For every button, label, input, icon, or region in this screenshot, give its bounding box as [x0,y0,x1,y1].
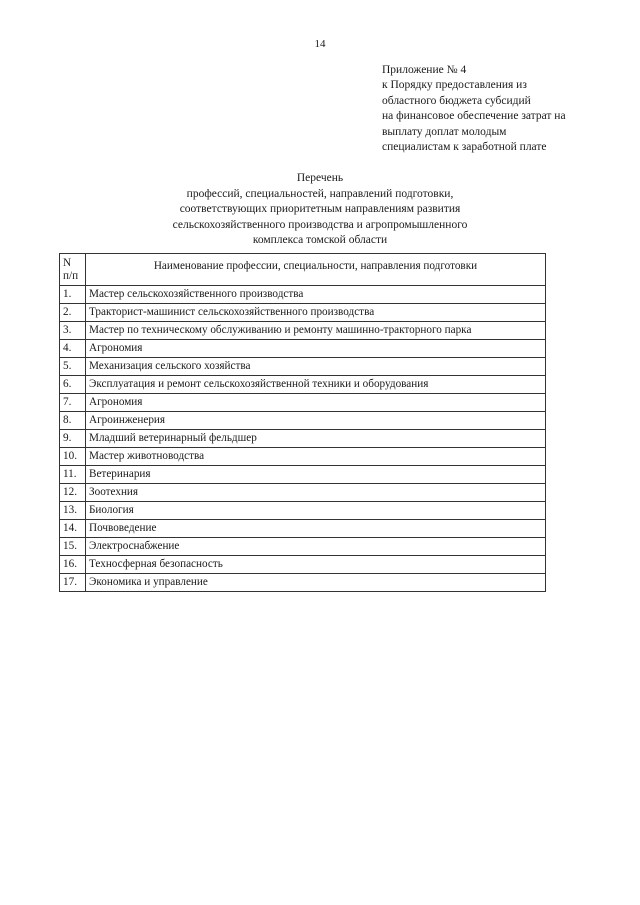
table-row [60,286,546,304]
page-number: 14 [314,38,326,50]
header-name-cell: Наименование профессии, специальности, направления подготовки [86,254,546,286]
row-number: 12. [60,484,86,502]
table-row [60,520,546,538]
row-name: Мастер сельскохозяйственного производства [86,286,546,304]
table-row [60,502,546,520]
title-line: соответствующих приоритетным направлениям развития [179,203,461,215]
appendix-line: выплату доплат молодым [382,125,507,138]
title-line: сельскохозяйственного производства и агропромышленного [172,218,468,231]
row-name: Техносферная безопасность [86,556,546,574]
table-row [60,466,546,484]
row-name: Мастер по техническому обслуживанию и ремонту машинно-тракторного парка [86,322,546,340]
row-number: 16. [60,556,86,574]
row-number: 6. [60,376,86,394]
row-name: Агроинженерия [86,412,546,430]
row-name: Зоотехния [86,484,546,502]
table-row [60,340,546,358]
row-name: Почвоведение [86,520,546,538]
title-line: профессий, специальностей, направлений подготовки, [186,187,454,200]
document-title [0,171,640,249]
table-row [60,376,546,394]
row-name: Младший ветеринарный фельдшер [86,430,546,448]
appendix-line: областного бюджета субсидий [382,94,531,107]
row-number: 14. [60,520,86,538]
header-number-cell [60,254,86,286]
table-row [60,538,546,556]
appendix-block [382,63,622,155]
appendix-line: на финансовое обеспечение затрат на [382,110,566,123]
table-row [60,574,546,592]
appendix-line: Приложение № 4 [382,64,467,76]
row-number: 13. [60,502,86,520]
professions-table [59,253,546,592]
row-number: 3. [60,322,86,340]
row-name: Эксплуатация и ремонт сельскохозяйственной техники и оборудования [86,376,546,394]
table-row [60,394,546,412]
row-name: Механизация сельского хозяйства [86,358,546,376]
row-name: Мастер животноводства [86,448,546,466]
appendix-line: к Порядку предоставления из [382,79,527,92]
appendix-line: специалистам к заработной плате [382,141,547,154]
table-body [60,286,546,592]
row-number: 7. [60,394,86,412]
row-name: Электроснабжение [86,538,546,556]
table-row [60,556,546,574]
table-row [60,430,546,448]
table-row [60,484,546,502]
table-row [60,358,546,376]
row-number: 9. [60,430,86,448]
table-header-row [60,254,546,286]
row-name: Экономика и управление [86,574,546,592]
header-number-n: N [63,257,72,269]
table-row [60,304,546,322]
table-row [60,448,546,466]
row-number: 15. [60,538,86,556]
title-heading: Перечень [296,172,344,184]
row-name: Агрономия [86,340,546,358]
row-number: 5. [60,358,86,376]
row-number: 1. [60,286,86,304]
row-number: 8. [60,412,86,430]
table-row [60,412,546,430]
header-number-pp: п/п [63,270,79,282]
row-number: 17. [60,574,86,592]
row-name: Агрономия [86,394,546,412]
table-row [60,322,546,340]
title-line: комплекса томской области [252,234,388,246]
row-number: 4. [60,340,86,358]
row-name: Биология [86,502,546,520]
row-number: 11. [60,466,86,484]
row-number: 10. [60,448,86,466]
row-number: 2. [60,304,86,322]
row-name: Ветеринария [86,466,546,484]
row-name: Тракторист-машинист сельскохозяйственного производства [86,304,546,322]
